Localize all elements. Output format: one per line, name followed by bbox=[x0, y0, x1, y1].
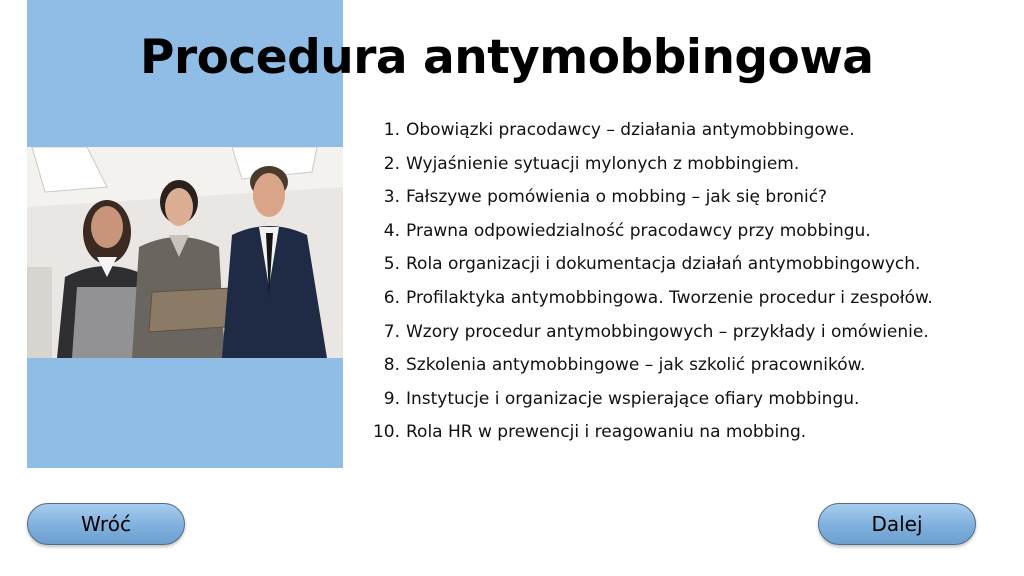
list-item bbox=[368, 216, 988, 250]
list-item-text: Wyjaśnienie sytuacji mylonych z mobbingiem. bbox=[406, 153, 800, 174]
list-item-number: 1. bbox=[383, 120, 400, 140]
back-button[interactable]: Wróć bbox=[27, 503, 185, 545]
list-item bbox=[368, 283, 988, 317]
list-item bbox=[368, 384, 988, 418]
list-item-number: 6. bbox=[383, 287, 400, 308]
list-item-text: Szkolenia antymobbingowe – jak szkolić pracowników. bbox=[406, 355, 866, 376]
list-item-text: Prawna odpowiedzialność pracodawcy przy mobbingu. bbox=[406, 220, 871, 241]
page-title: Procedura antymobbingowa bbox=[140, 30, 874, 85]
list-item bbox=[368, 149, 988, 183]
list-item-number: 10. bbox=[372, 422, 400, 443]
list-item-number: 2. bbox=[383, 153, 400, 174]
list-item-text: Obowiązki pracodawcy – działania antymobbingowe. bbox=[406, 120, 855, 140]
list-item-text: Profilaktyka antymobbingowa. Tworzenie procedur i zespołów. bbox=[406, 287, 933, 308]
list-item-text: Wzory procedur antymobbingowych – przykłady i omówienie. bbox=[406, 321, 929, 342]
team-photo bbox=[27, 147, 343, 358]
next-button[interactable]: Dalej bbox=[818, 503, 976, 545]
list-item bbox=[368, 182, 988, 216]
agenda-list bbox=[368, 115, 988, 451]
list-item-text: Fałszywe pomówienia o mobbing – jak się bronić? bbox=[406, 187, 828, 208]
list-item bbox=[368, 317, 988, 351]
team-photo-illustration bbox=[27, 147, 343, 358]
list-item-number: 9. bbox=[383, 388, 400, 409]
list-item-number: 4. bbox=[383, 220, 400, 241]
list-item-number: 8. bbox=[383, 355, 400, 376]
list-item-text: Rola HR w prewencji i reagowaniu na mobbing. bbox=[406, 422, 807, 443]
list-item-text: Rola organizacji i dokumentacja działań antymobbingowych. bbox=[406, 254, 921, 275]
list-item-number: 3. bbox=[383, 187, 400, 208]
list-item bbox=[368, 350, 988, 384]
list-item bbox=[368, 115, 988, 149]
list-item bbox=[368, 249, 988, 283]
list-item-number: 5. bbox=[383, 254, 400, 275]
list-item-number: 7. bbox=[383, 321, 400, 342]
list-item-text: Instytucje i organizacje wspierające ofiary mobbingu. bbox=[406, 388, 860, 409]
list-item bbox=[368, 417, 988, 451]
